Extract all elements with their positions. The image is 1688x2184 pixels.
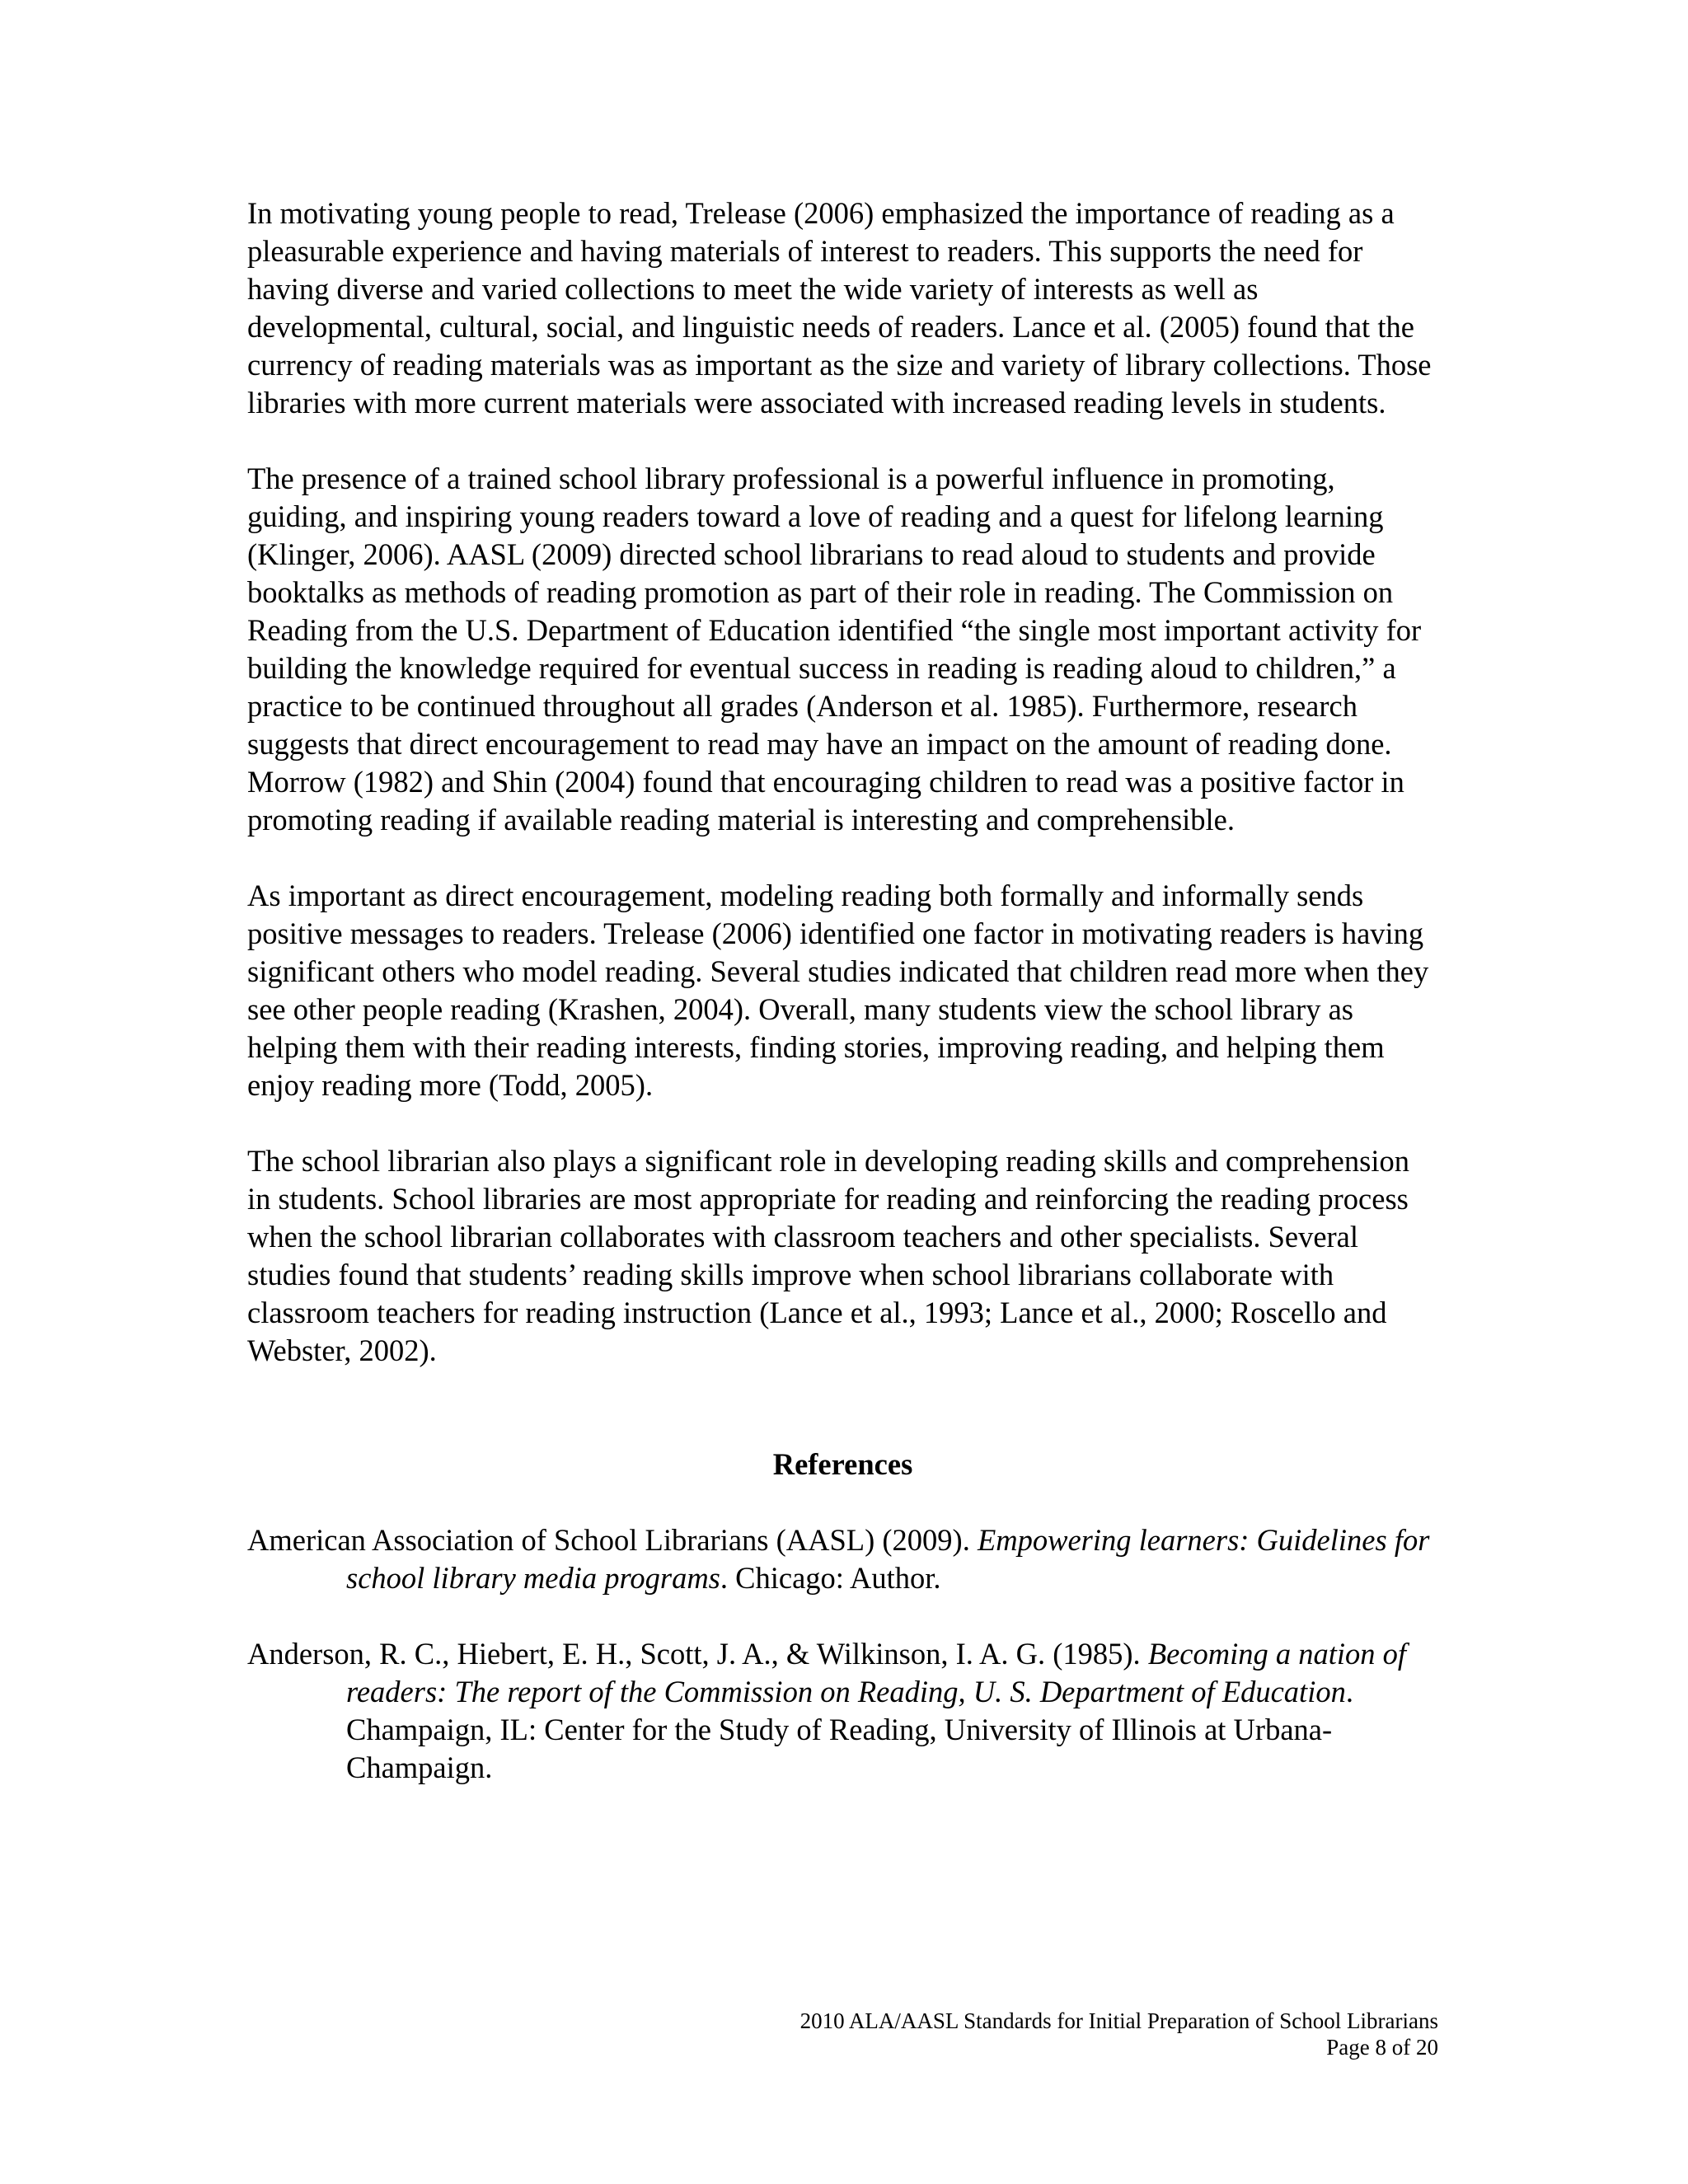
footer-page-number: Page 8 of 20 (1326, 2035, 1438, 2060)
reference-1-lead: American Association of School Librarians (AASL) (2009). (247, 1523, 978, 1557)
body-paragraph-1: In motivating young people to read, Trelease (2006) emphasized the importance of reading as a pleasurable experience and having materials of interest to readers. This supports the need for having diverse and varied collections to meet the wide variety of interests as well as developmental, cultural, social, and linguistic needs of readers. Lance et al. (2005) found that the currency of reading materials was as important as the size and variety of library collections. Those libraries with more current materials were associated with increased reading levels in students. (247, 196, 1432, 419)
reference-1-title: Empowering learners: Guidelines for school library media programs (346, 1523, 1430, 1595)
reference-2-tail: . Champaign, IL: Center for the Study of Reading, University of Illinois at Urbana-Champaign. (346, 1675, 1353, 1784)
body-paragraph-2: The presence of a trained school library professional is a powerful influence in promoting, guiding, and inspiring young readers toward a love of reading and a quest for lifelong learning (Klinger, 2006). AASL (2009) directed school librarians to read aloud to students and provide booktalks as methods of reading promotion as part of their role in reading. The Commission on Reading from the U.S. Department of Education identified “the single most important activity for building the knowledge required for eventual success in reading is reading aloud to children,” a practice to be continued throughout all grades (Anderson et al. 1985). Furthermore, research suggests that direct encouragement to read may have an impact on the amount of reading done. Morrow (1982) and Shin (2004) found that encouraging children to read was a positive factor in promoting reading if available reading material is interesting and comprehensible. (247, 462, 1422, 837)
references-heading: References (772, 1447, 913, 1481)
footer-document-title: 2010 ALA/AASL Standards for Initial Preparation of School Librarians (799, 2008, 1438, 2033)
page-footer (247, 2008, 1438, 2060)
reference-2-lead: Anderson, R. C., Hiebert, E. H., Scott, J. A., & Wilkinson, I. A. G. (1985). (247, 1637, 1148, 1671)
reference-2-title: Becoming a nation of readers: The report of the Commission on Reading, U. S. Department of Education (346, 1637, 1407, 1708)
reference-1-tail: . Chicago: Author. (720, 1561, 941, 1595)
reference-entry-2 (247, 1635, 1438, 1787)
reference-entry-1 (247, 1521, 1438, 1597)
page-content (247, 194, 1438, 1825)
body-paragraph-3: As important as direct encouragement, modeling reading both formally and informally sends positive messages to readers. Trelease (2006) identified one factor in motivating readers is having significant others who model reading. Several studies indicated that children read more when they see other people reading (Krashen, 2004). Overall, many students view the school library as helping them with their reading interests, finding stories, improving reading, and helping them enjoy reading more (Todd, 2005). (247, 879, 1429, 1102)
body-paragraph-4: The school librarian also plays a significant role in developing reading skills and comprehension in students. School libraries are most appropriate for reading and reinforcing the reading process when the school librarian collaborates with classroom teachers and other specialists. Several studies found that students’ reading skills improve when school librarians collaborate with classroom teachers for reading instruction (Lance et al., 1993; Lance et al., 2000; Roscello and Webster, 2002). (247, 1144, 1409, 1367)
